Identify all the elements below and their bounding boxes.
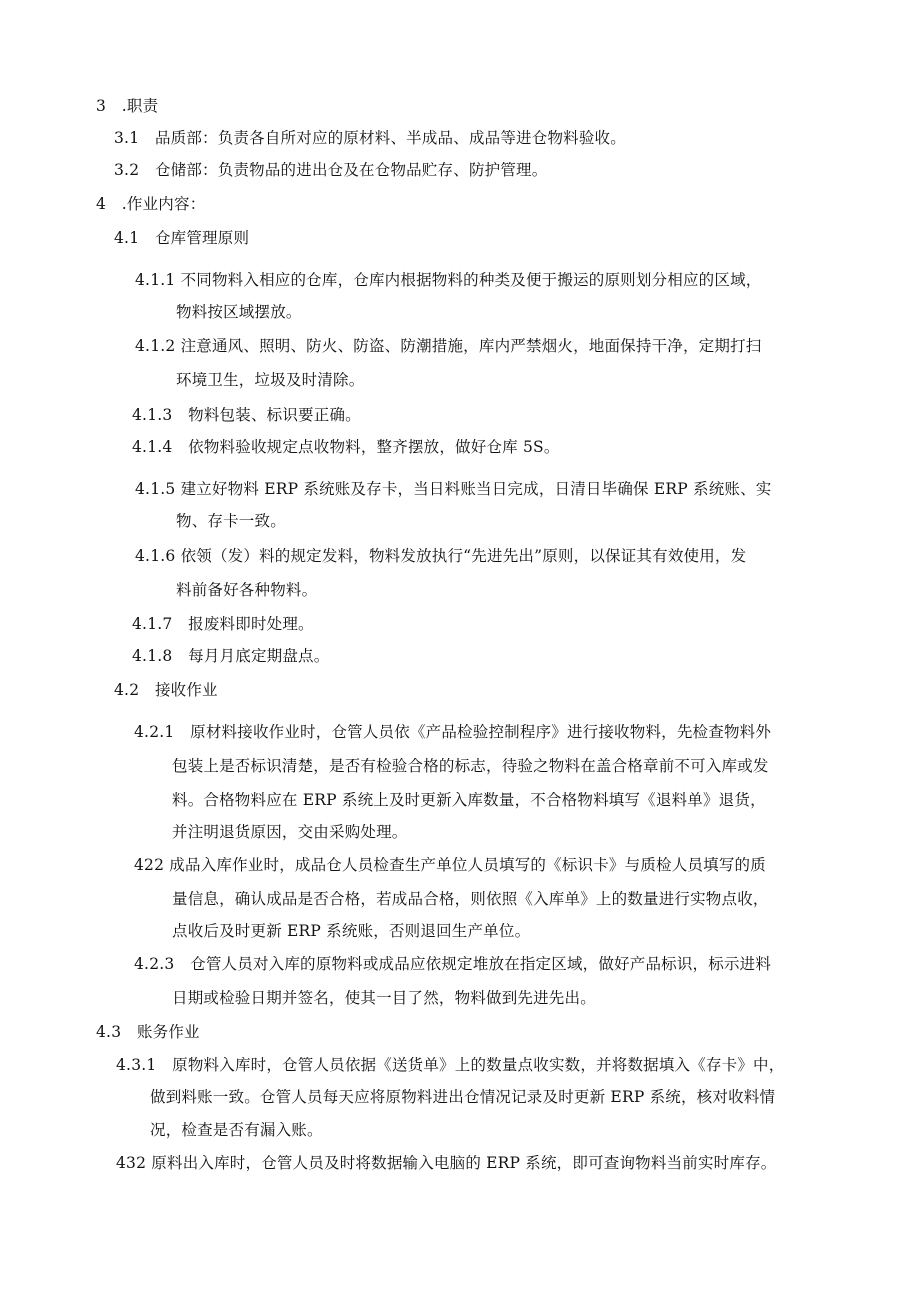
text-line: 4.1.5 建立好物料 ERP 系统账及存卡，当日料账当日完成，日清日毕确保 ERP 系统账、实 [135,480,772,498]
text-line: 点收后及时更新 ERP 系统账，否则退回生产单位。 [172,922,531,940]
text-line: 4.1.3 物料包装、标识要正确。 [132,406,361,424]
text-line: 4.3.1 原物料入库时，仓管人员依据《送货单》上的数量点收实数，并将数据填入《存卡》中， [116,1056,785,1074]
text-line: 包装上是否标识清楚，是否有检验合格的标志，待验之物料在盖合格章前不可入库或发 [172,757,769,775]
text-line: 并注明退货原因，交由采购处理。 [172,823,408,841]
section-heading: 4 .作业内容： [96,195,206,213]
subsection-heading: 4.1 仓库管理原则 [114,229,250,247]
text-line: 物、存卡一致。 [176,512,286,530]
text-line: 料前备好各种物料。 [176,581,318,599]
text-line: 况，检查是否有漏入账。 [150,1121,323,1139]
text-line: 4.1.6 依领（发）料的规定发料，物料发放执行“先进先出”原则，以保证其有效使用，发 [135,547,747,565]
text-line: 4.2.3 仓管人员对入库的原物料或成品应依规定堆放在指定区域，做好产品标识，标示进料 [134,955,772,973]
text-line: 4.1.4 依物料验收规定点收物料，整齐摆放，做好仓库 5S。 [132,438,560,456]
text-line: 4.1.2 注意通风、照明、防火、防盗、防潮措施，库内严禁烟火，地面保持干净，定期打扫 [135,337,762,355]
text-line: 3.2 仓储部：负责物品的进出仓及在仓物品贮存、防护管理。 [114,161,548,179]
text-line: 环境卫生，垃圾及时清除。 [176,371,365,389]
text-line: 4.1.8 每月月底定期盘点。 [132,647,330,665]
text-line: 4.1.1 不同物料入相应的仓库，仓库内根据物料的种类及便于搬运的原则划分相应的区域， [135,271,762,289]
text-line: 4.2.1 原材料接收作业时，仓管人员依《产品检验控制程序》进行接收物料，先检查物料外 [134,723,772,741]
text-line: 料。合格物料应在 ERP 系统上及时更新入库数量，不合格物料填写《退料单》退货， [172,791,766,809]
subsection-heading: 4.3 账务作业 [96,1023,200,1041]
text-line: 做到料账一致。仓管人员每天应将原物料进出仓情况记录及时更新 ERP 系统，核对收料情 [150,1088,776,1106]
text-line: 4.1.7 报废料即时处理。 [132,615,314,633]
section-heading: 3 .职责 [96,97,159,115]
text-line: 物料按区域摆放。 [176,303,302,321]
subsection-heading: 4.2 接收作业 [114,681,218,699]
text-line: 432 原料出入库时，仓管人员及时将数据输入电脑的 ERP 系统，即可查询物料当前实时库存。 [116,1154,777,1172]
text-line: 量信息，确认成品是否合格，若成品合格，则依照《入库单》上的数量进行实物点收， [172,890,769,908]
text-line: 3.1 品质部：负责各自所对应的原材料、半成品、成品等进仓物料验收。 [114,129,626,147]
text-line: 422 成品入库作业时，成品仓人员检查生产单位人员填写的《标识卡》与质检人员填写的质 [134,856,766,874]
text-line: 日期或检验日期并签名，使其一目了然，物料做到先进先出。 [172,989,596,1007]
